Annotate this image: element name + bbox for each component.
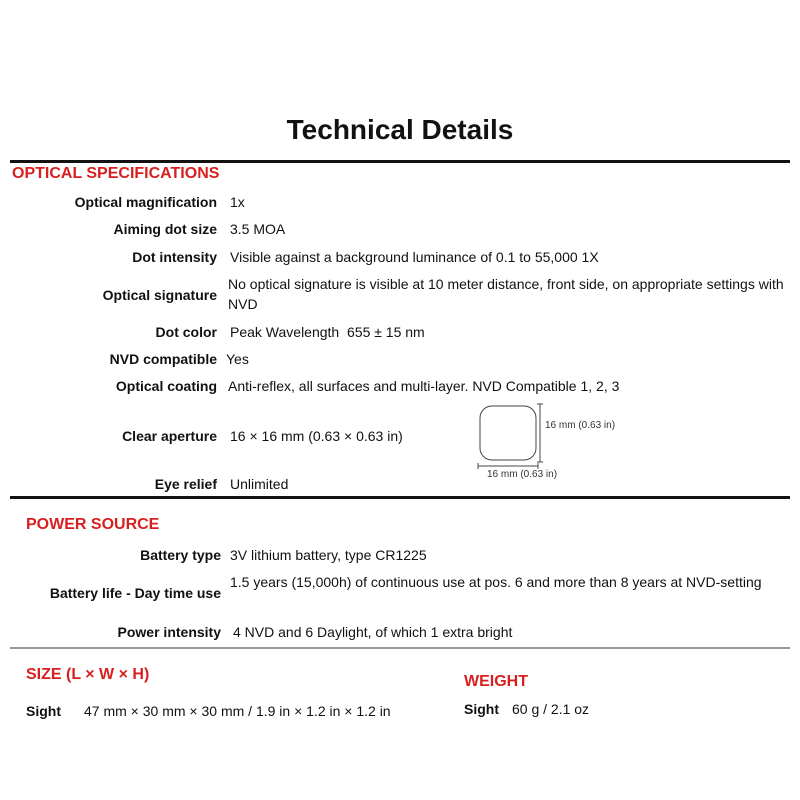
- spec-label-dot-color: Dot color: [155, 324, 217, 340]
- spec-value-power-intensity: 4 NVD and 6 Daylight, of which 1 extra bright: [233, 624, 513, 640]
- divider-bottom: [10, 647, 790, 649]
- weight-value-sight: 60 g / 2.1 oz: [512, 701, 590, 717]
- size-label-sight: Sight: [26, 703, 61, 719]
- page-title: Technical Details: [286, 114, 514, 145]
- spec-label-battery-life: Battery life - Day time use: [49, 585, 221, 601]
- spec-label-aiming-dot-size: Aiming dot size: [113, 221, 217, 237]
- spec-label-nvd-compatible: NVD compatible: [109, 351, 217, 367]
- spec-label-optical-magnification: Optical magnification: [74, 194, 217, 210]
- spec-value-battery-life: 1.5 years (15,000h) of continuous use at pos. 6 and more than 8 years at NVD-setting: [230, 574, 762, 590]
- spec-value-optical-signature: No optical signature is visible at 10 meter distance, front side, on appropriate settings with NVD: [228, 276, 784, 312]
- size-value-sight: 47 mm × 30 mm × 30 mm / 1.9 in × 1.2 in × 1.2 in: [84, 703, 391, 719]
- size-heading: SIZE (L × W × H): [26, 666, 150, 683]
- spec-value-eye-relief: Unlimited: [230, 476, 289, 492]
- aperture-window-shape: [480, 406, 536, 460]
- spec-value-optical-magnification: 1x: [230, 194, 245, 210]
- spec-label-battery-type: Battery type: [140, 547, 221, 563]
- spec-label-eye-relief: Eye relief: [154, 476, 217, 492]
- spec-label-optical-coating: Optical coating: [115, 378, 217, 394]
- spec-value-dot-intensity: Visible against a background luminance of 0.1 to 55,000 1X: [230, 249, 599, 265]
- spec-value-dot-color: Peak Wavelength 655 ± 15 nm: [230, 324, 425, 340]
- power-source-heading: POWER SOURCE: [26, 516, 160, 533]
- spec-value-optical-coating: Anti-reflex, all surfaces and multi-layer. NVD Compatible 1, 2, 3: [228, 378, 620, 394]
- spec-label-clear-aperture: Clear aperture: [122, 428, 217, 444]
- spec-label-power-intensity: Power intensity: [117, 624, 221, 640]
- spec-label-optical-signature: Optical signature: [102, 287, 217, 303]
- weight-heading: WEIGHT: [464, 673, 528, 690]
- divider-top: [10, 160, 790, 163]
- weight-label-sight: Sight: [464, 701, 499, 717]
- spec-label-dot-intensity: Dot intensity: [132, 249, 217, 265]
- aperture-width-label: 16 mm (0.63 in): [487, 469, 558, 480]
- divider-middle: [10, 496, 790, 499]
- spec-value-aiming-dot-size: 3.5 MOA: [230, 221, 286, 237]
- aperture-height-label: 16 mm (0.63 in): [545, 420, 616, 431]
- spec-value-nvd-compatible: Yes: [226, 351, 249, 367]
- spec-value-clear-aperture: 16 × 16 mm (0.63 × 0.63 in): [230, 428, 403, 444]
- optical-specifications-heading: OPTICAL SPECIFICATIONS: [12, 165, 220, 182]
- spec-value-battery-type: 3V lithium battery, type CR1225: [230, 547, 427, 563]
